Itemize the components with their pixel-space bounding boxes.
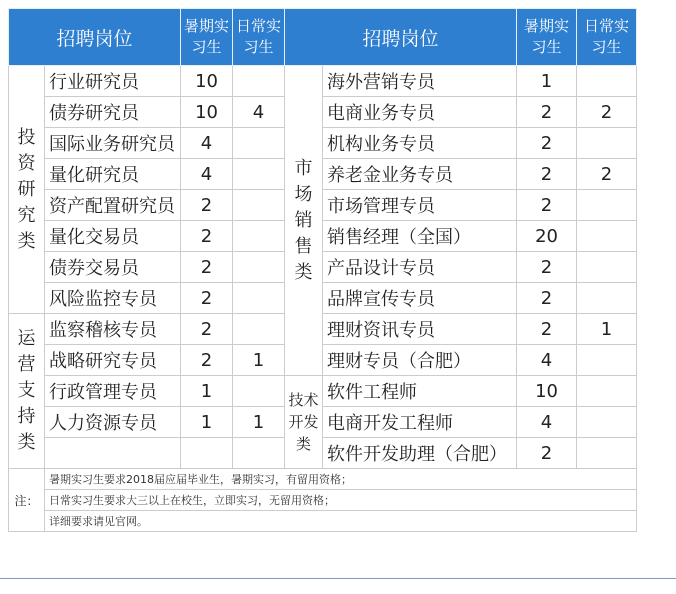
left-daily-count <box>233 283 285 314</box>
right-daily-count <box>577 407 637 438</box>
category-market-sales <box>285 66 323 376</box>
table-row <box>9 252 637 283</box>
right-summer-count: 2 <box>517 252 577 283</box>
left-daily-count <box>233 314 285 345</box>
left-position: 战略研究专员 <box>45 345 181 376</box>
left-summer-count: 4 <box>181 128 233 159</box>
table-row <box>9 314 637 345</box>
left-summer-count: 2 <box>181 345 233 376</box>
header-daily-left: 日常实习生 <box>233 9 285 66</box>
right-summer-count: 2 <box>517 190 577 221</box>
right-daily-count: 2 <box>577 97 637 128</box>
left-summer-count: 2 <box>181 252 233 283</box>
right-daily-count: 1 <box>577 314 637 345</box>
left-summer-count: 1 <box>181 407 233 438</box>
left-daily-count <box>233 438 285 469</box>
left-summer-count: 10 <box>181 97 233 128</box>
right-daily-count <box>577 376 637 407</box>
left-position: 行政管理专员 <box>45 376 181 407</box>
category-market-label: 市场销售类 <box>294 157 313 283</box>
header-summer-right: 暑期实习生 <box>517 9 577 66</box>
note-daily-requirement: 日常实习生要求大三以上在校生，立即实习，无留用资格； <box>45 490 637 511</box>
table-row <box>9 190 637 221</box>
right-daily-count <box>577 221 637 252</box>
table-row <box>9 128 637 159</box>
note-row <box>9 511 637 532</box>
right-daily-count <box>577 345 637 376</box>
header-row <box>9 9 637 66</box>
left-position <box>45 438 181 469</box>
right-summer-count: 2 <box>517 314 577 345</box>
table-row <box>9 221 637 252</box>
right-position: 电商开发工程师 <box>323 407 517 438</box>
right-daily-count: 2 <box>577 159 637 190</box>
left-summer-count: 2 <box>181 221 233 252</box>
right-daily-count <box>577 66 637 97</box>
right-summer-count: 2 <box>517 128 577 159</box>
left-summer-count: 4 <box>181 159 233 190</box>
right-position: 养老金业务专员 <box>323 159 517 190</box>
left-position: 行业研究员 <box>45 66 181 97</box>
table-row <box>9 345 637 376</box>
right-summer-count: 2 <box>517 159 577 190</box>
left-daily-count <box>233 252 285 283</box>
table-row <box>9 97 637 128</box>
table-row <box>9 283 637 314</box>
notes-label: 注： <box>9 469 45 532</box>
right-position: 销售经理（全国） <box>323 221 517 252</box>
left-position: 债券研究员 <box>45 97 181 128</box>
bottom-divider <box>0 578 676 579</box>
table-row <box>9 407 637 438</box>
right-summer-count: 20 <box>517 221 577 252</box>
left-daily-count <box>233 66 285 97</box>
left-summer-count: 10 <box>181 66 233 97</box>
header-position-left: 招聘岗位 <box>9 9 181 66</box>
right-position: 软件工程师 <box>323 376 517 407</box>
header-daily-right: 日常实习生 <box>577 9 637 66</box>
category-invest-label: 投资研究类 <box>17 126 36 252</box>
left-position: 债券交易员 <box>45 252 181 283</box>
left-daily-count: 1 <box>233 407 285 438</box>
right-position: 市场管理专员 <box>323 190 517 221</box>
left-daily-count <box>233 128 285 159</box>
left-daily-count: 4 <box>233 97 285 128</box>
right-summer-count: 2 <box>517 438 577 469</box>
right-summer-count: 4 <box>517 407 577 438</box>
left-summer-count: 1 <box>181 376 233 407</box>
left-daily-count <box>233 376 285 407</box>
note-row <box>9 469 637 490</box>
header-summer-left: 暑期实习生 <box>181 9 233 66</box>
left-position: 监察稽核专员 <box>45 314 181 345</box>
right-position: 产品设计专员 <box>323 252 517 283</box>
right-position: 理财资讯专员 <box>323 314 517 345</box>
right-summer-count: 4 <box>517 345 577 376</box>
recruitment-table-container <box>8 8 636 532</box>
left-daily-count <box>233 221 285 252</box>
right-position: 海外营销专员 <box>323 66 517 97</box>
right-daily-count <box>577 128 637 159</box>
right-position: 软件开发助理（合肥） <box>323 438 517 469</box>
note-summer-requirement: 暑期实习生要求2018届应届毕业生，暑期实习，有留用资格； <box>45 469 637 490</box>
table-row <box>9 66 637 97</box>
right-position: 品牌宣传专员 <box>323 283 517 314</box>
note-see-website: 详细要求请见官网。 <box>45 511 637 532</box>
table-row <box>9 376 637 407</box>
right-summer-count: 10 <box>517 376 577 407</box>
left-summer-count: 2 <box>181 283 233 314</box>
left-position: 国际业务研究员 <box>45 128 181 159</box>
left-daily-count <box>233 159 285 190</box>
left-summer-count: 2 <box>181 190 233 221</box>
left-summer-count: 2 <box>181 314 233 345</box>
right-daily-count <box>577 190 637 221</box>
category-ops-label: 运营支持类 <box>17 328 36 453</box>
header-position-right: 招聘岗位 <box>285 9 517 66</box>
recruitment-table <box>8 8 637 532</box>
left-position: 资产配置研究员 <box>45 190 181 221</box>
category-ops-support <box>9 314 45 469</box>
right-daily-count <box>577 438 637 469</box>
right-position: 理财专员（合肥） <box>323 345 517 376</box>
left-position: 人力资源专员 <box>45 407 181 438</box>
left-daily-count <box>233 190 285 221</box>
category-invest-research <box>9 66 45 314</box>
right-daily-count <box>577 283 637 314</box>
left-position: 量化交易员 <box>45 221 181 252</box>
right-summer-count: 1 <box>517 66 577 97</box>
category-tech-label: 技术开发类 <box>288 391 319 453</box>
left-position: 量化研究员 <box>45 159 181 190</box>
category-tech-dev <box>285 376 323 469</box>
right-daily-count <box>577 252 637 283</box>
left-daily-count: 1 <box>233 345 285 376</box>
left-position: 风险监控专员 <box>45 283 181 314</box>
note-row <box>9 490 637 511</box>
right-summer-count: 2 <box>517 283 577 314</box>
left-summer-count <box>181 438 233 469</box>
table-row <box>9 438 637 469</box>
right-summer-count: 2 <box>517 97 577 128</box>
table-row <box>9 159 637 190</box>
right-position: 机构业务专员 <box>323 128 517 159</box>
right-position: 电商业务专员 <box>323 97 517 128</box>
